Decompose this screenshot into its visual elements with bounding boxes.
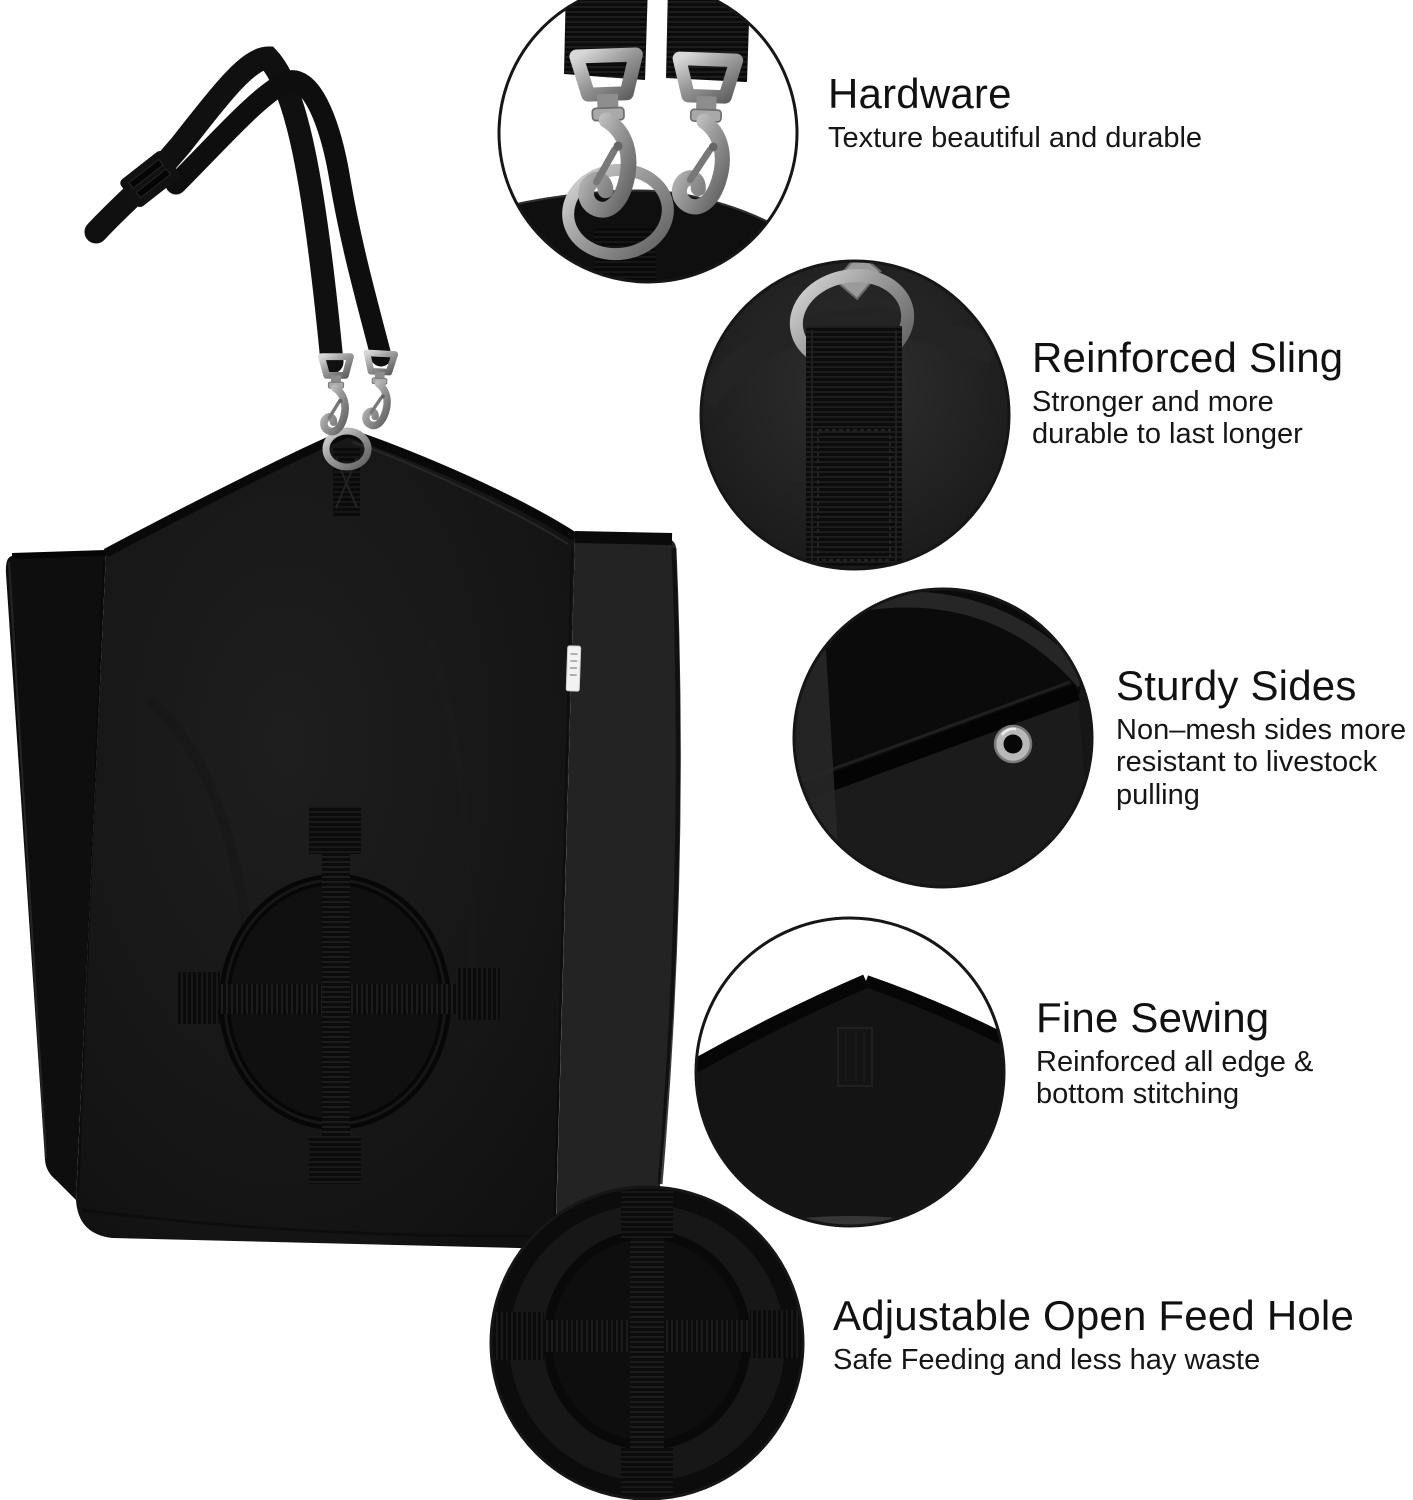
feature-callout-hardware — [828, 70, 1202, 154]
feature-description: Safe Feeding and less hay waste — [833, 1343, 1261, 1376]
feature-description: Non–mesh sides more resistant to livestock pulling — [1116, 713, 1407, 811]
grommet-zoom — [995, 726, 1031, 762]
feature-description: Reinforced all edge & bottom stitching — [1036, 1045, 1314, 1111]
hanging-strap — [96, 58, 381, 362]
feature-title: Fine Sewing — [1036, 994, 1270, 1041]
detail-circle-reinforced-sling — [701, 253, 1009, 576]
feature-description: Texture beautiful and durable — [828, 121, 1203, 154]
feature-title: Hardware — [828, 70, 1012, 117]
detail-circle-hardware — [499, 0, 797, 290]
feature-title: Sturdy Sides — [1116, 662, 1357, 709]
feature-callout-sturdy-sides — [1116, 662, 1413, 811]
feature-description: Stronger and more durable to last longer — [1032, 385, 1303, 451]
detail-circle-fine-sewing — [692, 918, 1010, 1248]
feature-callout-reinforced-sling — [1032, 334, 1352, 451]
detail-circle-feed-hole — [491, 1187, 803, 1499]
feature-callout-feed-hole — [833, 1292, 1354, 1376]
feature-callout-fine-sewing — [1036, 994, 1388, 1111]
sling-webbing-zoom — [806, 326, 902, 576]
brand-tag — [566, 646, 581, 691]
detail-circle-sturdy-sides — [790, 585, 1094, 892]
feature-title: Reinforced Sling — [1032, 334, 1344, 381]
peak-hanging-tab — [333, 447, 360, 517]
feature-title: Adjustable Open Feed Hole — [833, 1292, 1354, 1339]
